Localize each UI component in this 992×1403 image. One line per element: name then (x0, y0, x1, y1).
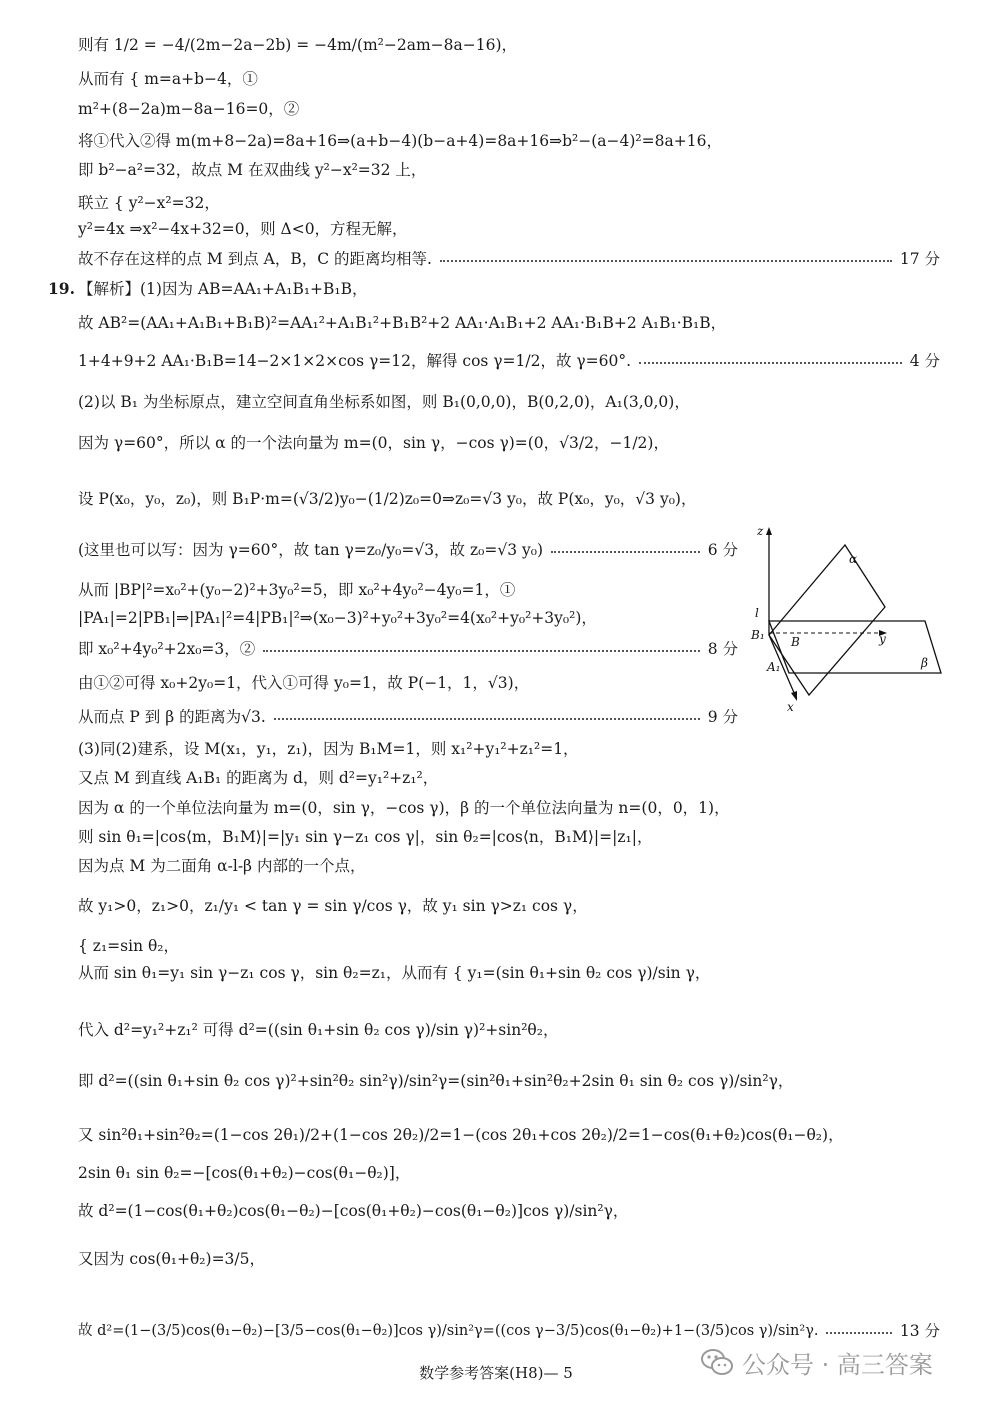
watermark (700, 1342, 970, 1382)
text-line: 则 sin θ₁=|cos⟨m，B₁M⟩|=|y₁ sin γ−z₁ cos γ|，sin θ₂=|cos⟨n，B₁M⟩|=|z₁|， (78, 828, 653, 846)
text-line: 故 AB²=(AA₁+A₁B₁+B₁B)²=AA₁²+A₁B₁²+B₁B²+2 AA₁·A₁B₁+2 AA₁·B₁B+2 A₁B₁·B₁B， (78, 314, 727, 332)
score-label: 17 分 (899, 250, 940, 268)
watermark-text: 公众号 · 高三答案 (742, 1350, 933, 1379)
dot-leader (826, 1318, 891, 1334)
z-arrow (766, 527, 772, 535)
scored-text: 即 x₀²+4y₀²+2x₀=3，② (78, 640, 256, 658)
alpha-label: α (849, 552, 858, 566)
dot-leader (440, 246, 892, 262)
text-line: 即 d²=((sin θ₁+sin θ₂ cos γ)²+sin²θ₂ sin²γ)/sin²γ=(sin²θ₁+sin²θ₂+2sin θ₁ sin θ₂ cos γ)/sin²γ， (78, 1072, 794, 1090)
scored-line (78, 636, 738, 662)
x-label: x (787, 700, 794, 714)
text-line: 从而有 { m=a+b−4，① (78, 70, 258, 88)
question-number: 19. (48, 279, 75, 298)
text-line: 由①②可得 x₀+2y₀=1，代入①可得 y₀=1，故 P(−1，1，√3)， (78, 674, 530, 692)
text-line: 故 d²=(1−cos(θ₁+θ₂)cos(θ₁−θ₂)−[cos(θ₁+θ₂)−cos(θ₁−θ₂)]cos γ)/sin²γ， (78, 1202, 629, 1220)
score-label: 4 分 (909, 352, 940, 370)
text-line: 设 P(x₀，y₀，z₀)，则 B₁P·m=(√3/2)y₀−(1/2)z₀=0⇒z₀=√3 y₀，故 P(x₀，y₀，√3 y₀)， (78, 490, 697, 508)
b1-label: B₁ (751, 628, 765, 642)
dot-leader (551, 537, 700, 553)
text-line: 则有 1/2 = −4/(2m−2a−2b) = −4m/(m²−2am−8a−16)， (78, 36, 518, 54)
scored-text: 故 d²=(1−(3/5)cos(θ₁−θ₂)−[3/5−cos(θ₁−θ₂)]cos γ)/sin²γ=((cos γ−3/5)cos(θ₁−θ₂)+1−(3/5)cos γ)/sin²γ. (78, 1323, 819, 1339)
score-label: 9 分 (707, 708, 738, 726)
scored-text: 从而点 P 到 β 的距离为√3. (78, 708, 266, 726)
text-line: 即 b²−a²=32，故点 M 在双曲线 y²−x²=32 上， (78, 161, 427, 179)
text-line: |PA₁|=2|PB₁|⇒|PA₁|²=4|PB₁|²⇒(x₀−3)²+y₀²+3y₀²=4(x₀²+y₀²+3y₀²)， (78, 609, 597, 627)
b-label: B (791, 635, 800, 649)
text-line: 从而 sin θ₁=y₁ sin γ−z₁ cos γ，sin θ₂=z₁，从而有 { y₁=(sin θ₁+sin θ₂ cos γ)/sin γ， (78, 964, 711, 982)
question-head: 【解析】(1)因为 AB=AA₁+A₁B₁+B₁B， (78, 280, 368, 298)
text-line: 联立 { y²−x²=32， (78, 194, 220, 212)
text-line: 因为 α 的一个单位法向量为 m=(0，sin γ，−cos γ)，β 的一个单位法向量为 n=(0，0，1)， (78, 799, 730, 817)
dot-leader (274, 704, 700, 720)
text-line: 又 sin²θ₁+sin²θ₂=(1−cos 2θ₁)/2+(1−cos 2θ₂)/2=1−(cos 2θ₁+cos 2θ₂)/2=1−cos(θ₁+θ₂)cos(θ₁−θ₂)， (78, 1126, 844, 1144)
scored-text: 故不存在这样的点 M 到点 A，B，C 的距离均相等. (78, 250, 432, 268)
text-line: 又因为 cos(θ₁+θ₂)=3/5， (78, 1250, 265, 1268)
dihedral-angle-figure (745, 525, 955, 715)
scored-line (78, 1318, 940, 1344)
text-line: 2sin θ₁ sin θ₂=−[cos(θ₁+θ₂)−cos(θ₁−θ₂)]， (78, 1164, 411, 1182)
wechat-icon (700, 1347, 734, 1377)
text-line: 因为 γ=60°，所以 α 的一个法向量为 m=(0，sin γ，−cos γ)=(0，√3/2，−1/2)， (78, 434, 669, 452)
text-line: 因为点 M 为二面角 α-l-β 内部的一个点， (78, 857, 366, 875)
text-line: y²=4x ⇒x²−4x+32=0，则 Δ<0，方程无解， (78, 220, 408, 238)
text-line: (2)以 B₁ 为坐标原点，建立空间直角坐标系如图，则 B₁(0,0,0)，B(0,2,0)，A₁(3,0,0)， (78, 393, 690, 411)
page-footer: 数学参考答案(H8)— 5 (419, 1364, 573, 1382)
text-line: 将①代入②得 m(m+8−2a)=8a+16⇒(a+b−4)(b−a+4)=8a+16⇒b²−(a−4)²=8a+16， (78, 132, 722, 150)
l-label: l (755, 606, 759, 620)
text-line: 又点 M 到直线 A₁B₁ 的距离为 d，则 d²=y₁²+z₁²， (78, 769, 439, 787)
scored-text: 1+4+9+2 AA₁·B₁B=14−2×1×2×cos γ=12，解得 cos γ=1/2，故 γ=60°. (78, 352, 632, 370)
scored-line (78, 537, 738, 563)
scored-text: (这里也可以写：因为 γ=60°，故 tan γ=z₀/y₀=√3，故 z₀=√3 y₀) (78, 541, 544, 559)
scored-line (78, 704, 738, 730)
text-line: 代入 d²=y₁²+z₁² 可得 d²=((sin θ₁+sin θ₂ cos γ)/sin γ)²+sin²θ₂， (78, 1021, 559, 1039)
scored-line (78, 348, 940, 374)
beta-label: β (921, 656, 928, 670)
dot-leader (639, 348, 902, 364)
text-line: 从而 |BP|²=x₀²+(y₀−2)²+3y₀²=5，即 x₀²+4y₀²−4y₀=1，① (78, 581, 516, 599)
scored-line (78, 246, 940, 272)
a1-label: A₁ (767, 660, 781, 674)
text-line: m²+(8−2a)m−8a−16=0，② (78, 100, 300, 118)
z-label: z (757, 525, 764, 538)
dot-leader (263, 636, 699, 652)
score-label: 13 分 (899, 1322, 940, 1340)
score-label: 6 分 (707, 541, 738, 559)
text-line: 故 y₁>0，z₁>0，z₁/y₁ < tan γ = sin γ/cos γ，故 y₁ sin γ>z₁ cos γ， (78, 897, 588, 915)
score-label: 8 分 (707, 640, 738, 658)
text-line: (3)同(2)建系，设 M(x₁，y₁，z₁)，因为 B₁M=1，则 x₁²+y₁²+z₁²=1， (78, 740, 579, 758)
text-line: { z₁=sin θ₂， (78, 937, 180, 955)
y-label: y (879, 632, 886, 646)
